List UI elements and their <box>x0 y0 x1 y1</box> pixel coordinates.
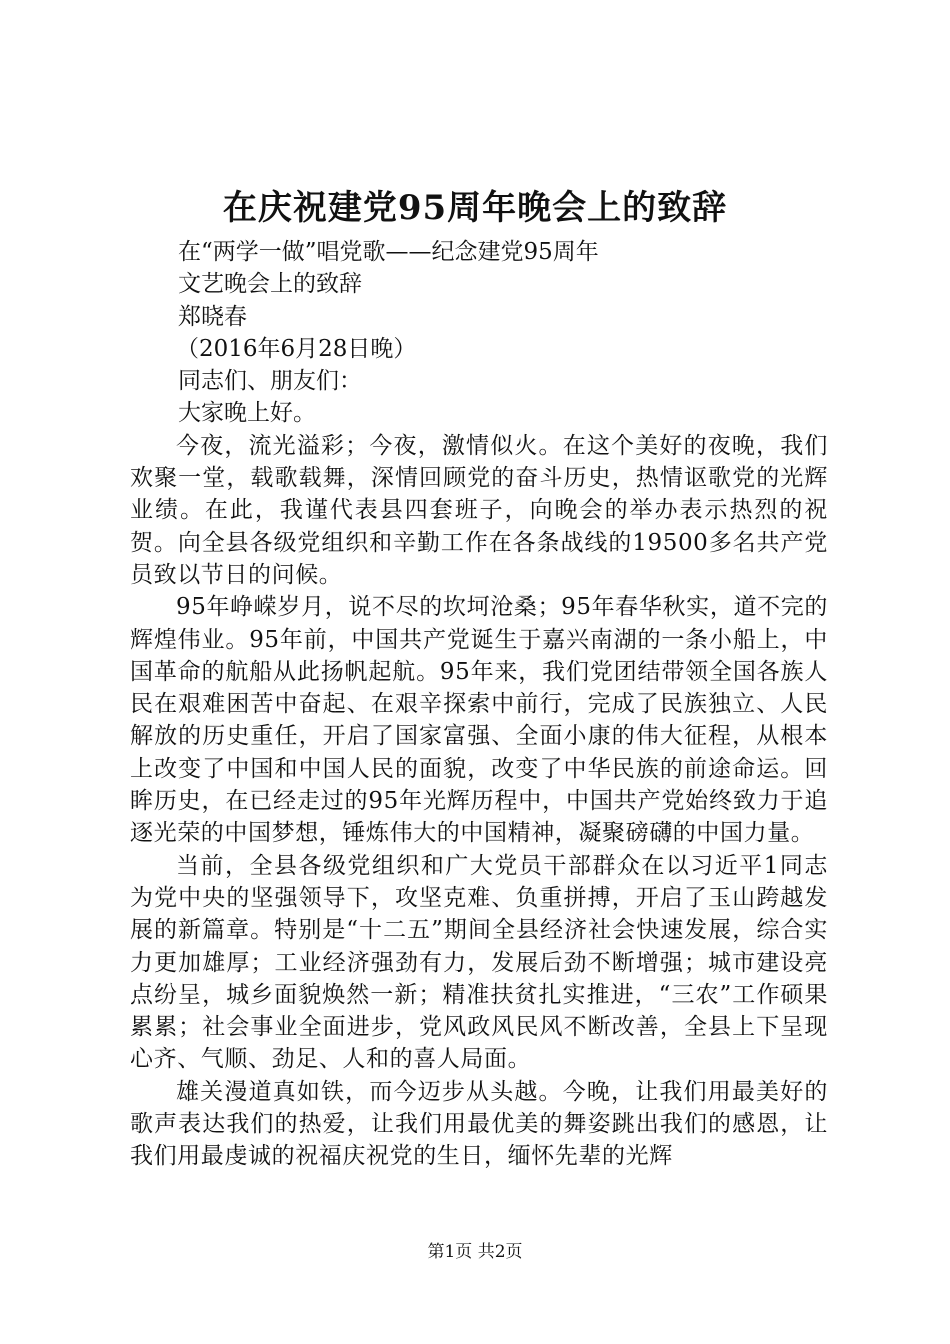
author-name: 郑晓春 <box>178 303 247 330</box>
document-title: 在庆祝建党95周年晚会上的致辞 <box>222 188 728 228</box>
paragraph-3: 当前，全县各级党组织和广大党员干部群众在以习近平1同志为党中央的坚强领导下，攻坚克难、负重拼搏，开启了玉山跨越发展的新篇章。特别是“十二五”期间全县经济社会快速发展，综合实力更加雄厚；工业经济强劲有力，发展后劲不断增强；城市建设亮点纷呈，城乡面貌焕然一新；精准扶贫扎实推进，“三农”工作硕果累累；社会事业全面进步，党风政风民风不断改善，全县上下呈现心齐、气顺、劲足、人和的喜人局面。 <box>130 852 828 1073</box>
greeting: 大家晚上好。 <box>178 400 316 427</box>
paragraph-4: 雄关漫道真如铁，而今迈步从头越。今晚，让我们用最美好的歌声表达我们的热爱，让我们用最优美的舞姿跳出我们的感恩，让我们用最虔诚的祝福庆祝党的生日，缅怀先辈的光辉 <box>130 1078 828 1170</box>
page-footer: 第1页 共2页 <box>427 1242 523 1262</box>
subtitle-line-1: 在“两学一做”唱党歌——纪念建党95周年 <box>178 239 599 265</box>
subtitle-line-2: 文艺晚会上的致辞 <box>178 271 362 298</box>
speech-date: （2016年6月28日晚） <box>176 335 417 362</box>
paragraph-1: 今夜，流光溢彩；今夜，激情似火。在这个美好的夜晚，我们欢聚一堂，载歌载舞，深情回顾党的奋斗历史，热情讴歌党的光辉业绩。在此，我谨代表县四套班子，向晚会的举办表示热烈的祝贺。向全县各级党组织和辛勤工作在各条战线的19500多名共产党员致以节日的问候。 <box>130 432 828 588</box>
document-body <box>130 236 828 1173</box>
salutation: 同志们、朋友们： <box>178 368 362 395</box>
paragraph-2: 95年峥嵘岁月，说不尽的坎坷沧桑；95年春华秋实，道不完的辉煌伟业。95年前，中国共产党诞生于嘉兴南湖的一条小船上，中国革命的航船从此扬帆起航。95年来，我们党团结带领全国各族人民在艰难困苦中奋起、在艰辛探索中前行，完成了民族独立、人民解放的历史重任，开启了国家富强、全面小康的伟大征程，从根本上改变了中国和中国人民的面貌，改变了中华民族的前途命运。回眸历史，在已经走过的95年光辉历程中，中国共产党始终致力于追逐光荣的中国梦想，锤炼伟大的中国精神，凝聚磅礴的中国力量。 <box>130 594 828 847</box>
